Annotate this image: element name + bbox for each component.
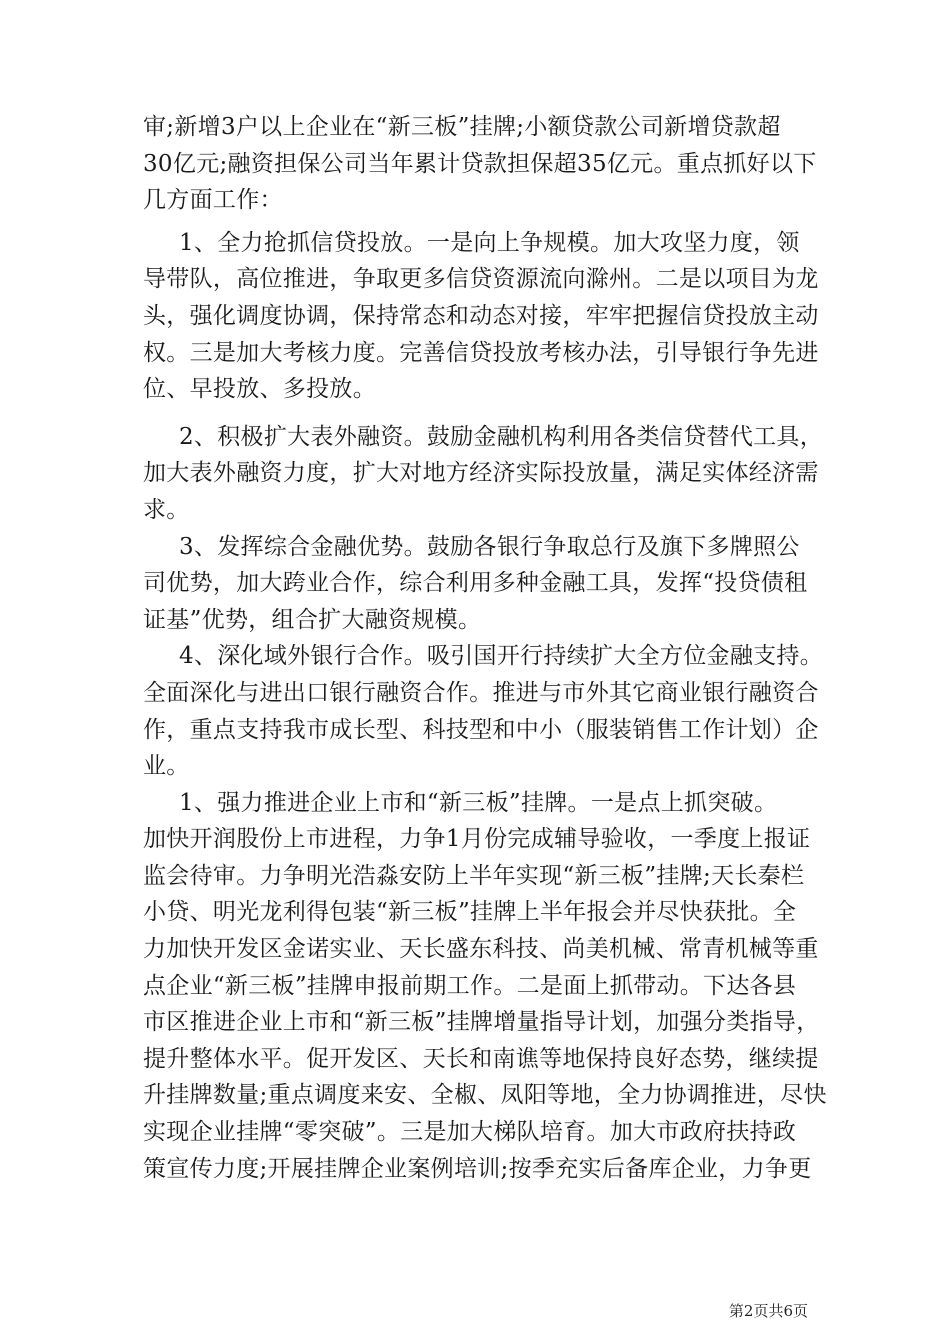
text-line: 司优势，加大跨业合作，综合利用多种金融工具，发挥“投贷债租 bbox=[143, 570, 808, 597]
paragraph bbox=[143, 785, 827, 1188]
text-line: 全面深化与进出口银行融资合作。推进与市外其它商业银行融资合 bbox=[143, 679, 819, 706]
text-line: 业。 bbox=[143, 753, 190, 780]
text-line: 市区推进企业上市和“新三板”挂牌增量指导计划，加强分类指导， bbox=[143, 1009, 820, 1036]
paragraph bbox=[143, 225, 823, 408]
text-line: 加大表外融资力度，扩大对地方经济实际投放量，满足实体经济需 bbox=[143, 460, 819, 487]
text-line: 小贷、明光龙利得包装“新三板”挂牌上半年报会并尽快获批。全 bbox=[143, 899, 797, 926]
text-line: 加快开润股份上市进程，力争1月份完成辅导验收，一季度上报证 bbox=[143, 826, 811, 853]
text-line: 30亿元;融资担保公司当年累计贷款担保超35亿元。重点抓好以下 bbox=[143, 150, 817, 177]
text-line: 点企业“新三板”挂牌申报前期工作。二是面上抓带动。下达各县 bbox=[143, 972, 797, 999]
text-line: 实现企业挂牌“零突破”。三是加大梯队培育。加大市政府扶持政 bbox=[143, 1119, 797, 1146]
paragraph bbox=[143, 109, 823, 219]
paragraph bbox=[143, 419, 823, 529]
text-line: 力加快开发区金诺实业、天长盛东科技、尚美机械、常青机械等重 bbox=[143, 936, 819, 963]
paragraph bbox=[143, 638, 823, 784]
text-line: 求。 bbox=[143, 496, 190, 523]
text-line: 3、发挥综合金融优势。鼓励各银行争取总行及旗下多牌照公 bbox=[179, 533, 800, 560]
text-line: 导带队，高位推进，争取更多信贷资源流向滁州。二是以项目为龙 bbox=[143, 266, 819, 293]
text-line: 几方面工作： bbox=[143, 187, 283, 214]
text-line: 1、全力抢抓信贷投放。一是向上争规模。加大攻坚力度，领 bbox=[179, 229, 800, 256]
text-line: 2、积极扩大表外融资。鼓励金融机构利用各类信贷替代工具， bbox=[179, 423, 824, 450]
text-line: 监会待审。力争明光浩淼安防上半年实现“新三板”挂牌;天长秦栏 bbox=[143, 862, 805, 889]
text-line: 提升整体水平。促开发区、天长和南谯等地保持良好态势，继续提 bbox=[143, 1045, 819, 1072]
text-line: 升挂牌数量;重点调度来安、全椒、凤阳等地，全力协调推进，尽快 bbox=[143, 1082, 827, 1109]
text-line: 证基”优势，组合扩大融资规模。 bbox=[143, 606, 482, 633]
text-line: 头，强化调度协调，保持常态和动态对接，牢牢把握信贷投放主动 bbox=[143, 302, 819, 329]
text-line: 权。三是加大考核力度。完善信贷投放考核办法，引导银行争先进 bbox=[143, 339, 819, 366]
text-line: 策宣传力度;开展挂牌企业案例培训;按季充实后备库企业，力争更 bbox=[143, 1155, 812, 1182]
text-line: 1、强力推进企业上市和“新三板”挂牌。一是点上抓突破。 bbox=[179, 789, 778, 816]
text-line: 审;新增3户以上企业在“新三板”挂牌;小额贷款公司新增贷款超 bbox=[143, 114, 781, 140]
document-body bbox=[143, 109, 827, 1187]
paragraph bbox=[143, 529, 823, 639]
page-number: 第2页共6页 bbox=[728, 1302, 808, 1320]
text-line: 位、早投放、多投放。 bbox=[143, 376, 376, 403]
text-line: 4、深化域外银行合作。吸引国开行持续扩大全方位金融支持。 bbox=[179, 643, 824, 670]
text-line: 作，重点支持我市成长型、科技型和中小（服装销售工作计划）企 bbox=[143, 716, 819, 743]
